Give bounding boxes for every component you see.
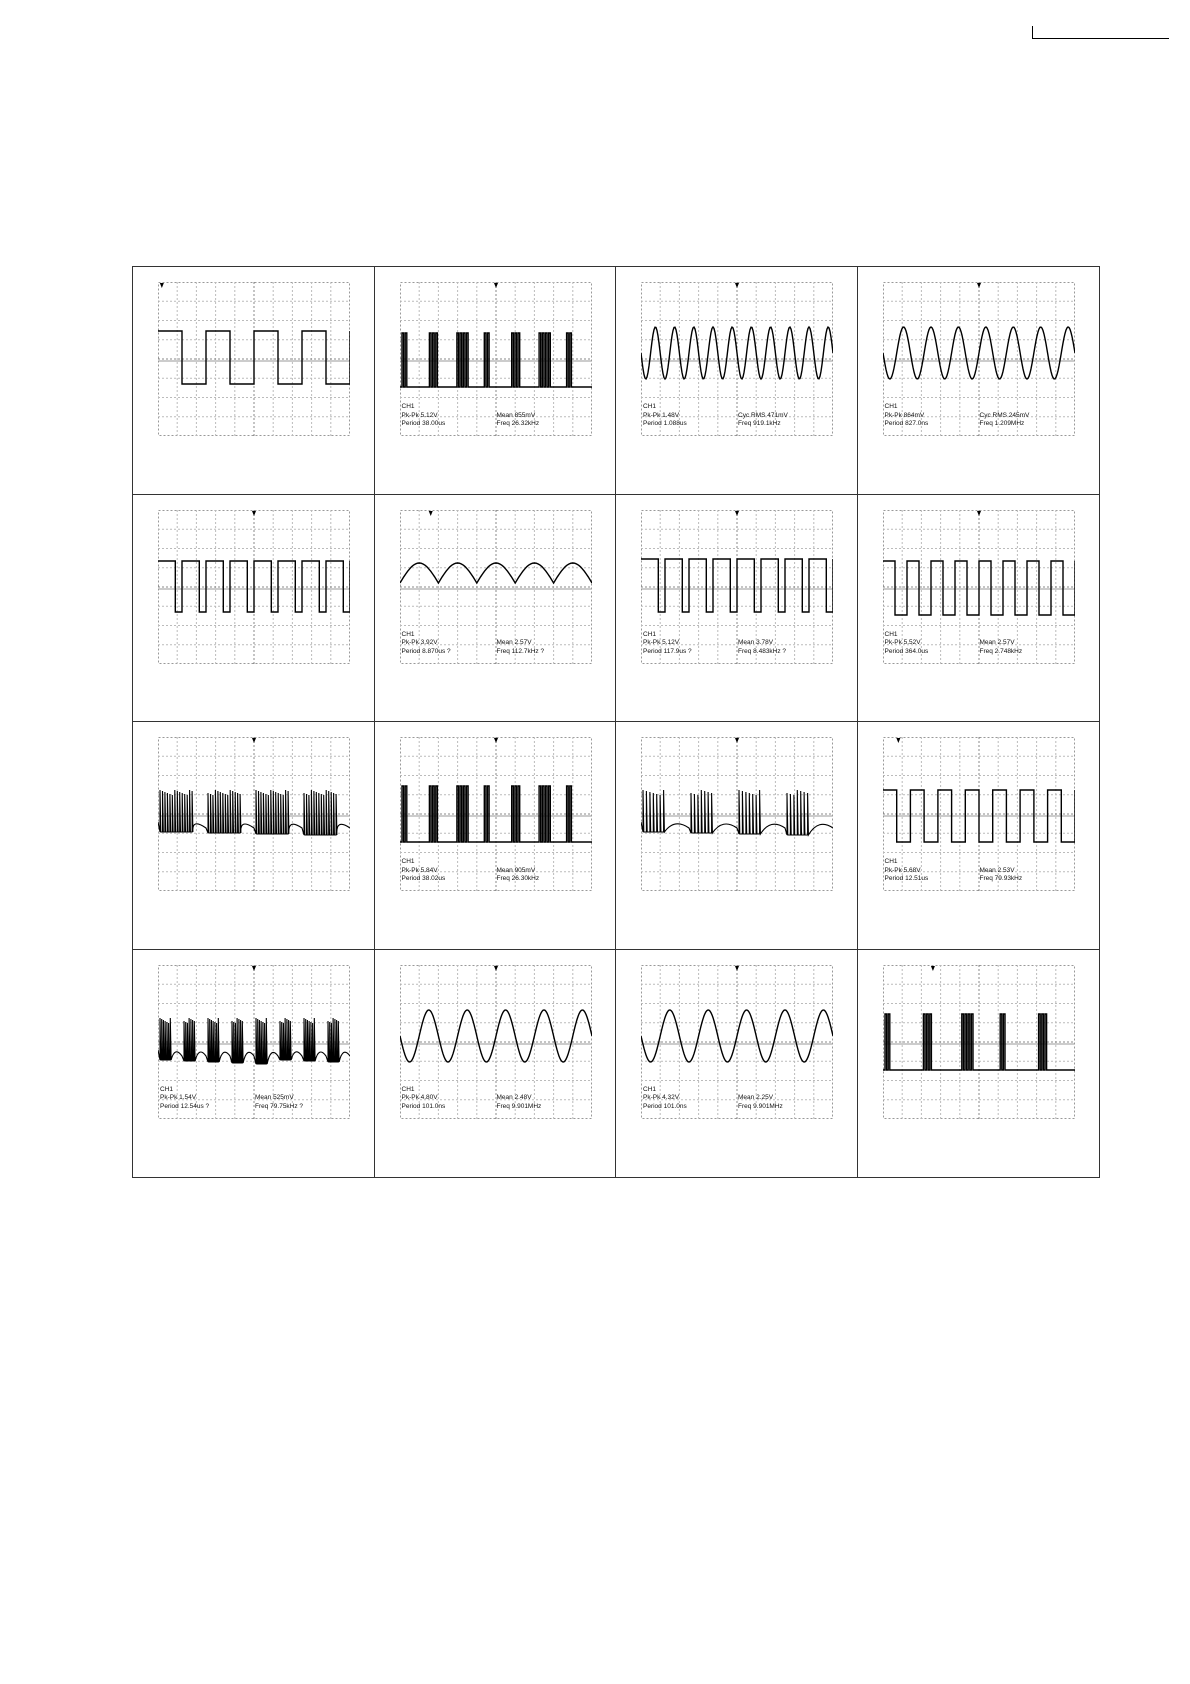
freq-value: Freq 8.483kHz ? — [738, 647, 787, 655]
mean-value: Mean 855mV — [496, 411, 536, 419]
measurement-readout — [643, 1086, 833, 1112]
pk-pk-value: Pk-Pk 1.54V — [160, 1094, 197, 1101]
measurement-readout — [160, 1086, 350, 1112]
scope-screen — [883, 965, 1075, 1119]
trigger-marker — [252, 738, 256, 743]
freq-value: Freq 112.7kHz ? — [496, 647, 545, 655]
channel-label: CH1 — [160, 1085, 174, 1093]
freq-value: Freq 26.30kHz — [496, 875, 540, 882]
mean-value: Mean 2.53V — [979, 866, 1015, 874]
pk-pk-value: Pk-Pk 5.68V — [884, 866, 921, 874]
freq-value: Freq 26.32kHz — [496, 420, 540, 427]
period-value: Period 8.870us ? — [401, 647, 451, 655]
scope-panel — [858, 950, 1100, 1178]
channel-label: CH1 — [643, 1085, 657, 1093]
pk-pk-value: Pk-Pk 5.84V — [401, 866, 438, 874]
period-value: Period 101.0ns — [401, 1102, 446, 1110]
scope-graticule — [158, 282, 350, 436]
measurement-readout — [402, 1086, 592, 1112]
period-value: Period 38.00us — [401, 420, 446, 427]
scope-panel — [375, 495, 617, 723]
pk-pk-value: Pk-Pk 5.12V — [401, 411, 438, 419]
scope-panel — [375, 950, 617, 1178]
waveform-trace — [883, 561, 1075, 615]
pk-pk-value: Pk-Pk 3.92V — [401, 639, 438, 646]
mean-value: Mean 2.57V — [496, 639, 532, 646]
scope-graticule — [883, 965, 1075, 1119]
freq-value: Freq 9.901MHz — [738, 1102, 783, 1110]
period-value: Period 827.0ns — [884, 420, 929, 427]
scope-panel — [133, 495, 375, 723]
trigger-marker — [977, 283, 981, 288]
measurement-readout — [885, 858, 1075, 884]
channel-label: CH1 — [401, 858, 415, 865]
period-value: Period 12.51us — [884, 875, 929, 882]
period-value: Period 1.088us — [643, 420, 687, 427]
trigger-marker — [735, 966, 739, 971]
period-value: Period 117.9us ? — [643, 647, 692, 655]
mean-value: Mean 3.78V — [738, 639, 774, 646]
channel-label: CH1 — [643, 403, 657, 410]
scope-panel — [616, 950, 858, 1178]
channel-label: CH1 — [884, 630, 898, 638]
pk-pk-value: Pk-Pk 1.48V — [643, 411, 680, 419]
mean-value: Mean 2.57V — [979, 639, 1015, 646]
waveform-trace — [158, 790, 350, 835]
scope-graticule — [158, 737, 350, 891]
period-value: Period 38.02us — [401, 875, 446, 882]
freq-value: Freq 9.901MHz — [496, 1102, 542, 1110]
pk-pk-value: Pk-Pk 4.32V — [643, 1094, 680, 1101]
freq-value: Freq 79.93kHz — [979, 875, 1023, 882]
period-value: Period 12.54us ? — [160, 1102, 210, 1110]
trigger-marker — [977, 511, 981, 516]
channel-label: CH1 — [401, 403, 415, 410]
page-corner-mark — [1032, 26, 1169, 39]
trigger-marker — [735, 738, 739, 743]
channel-label: CH1 — [884, 403, 898, 410]
freq-value: Freq 919.1kHz — [738, 420, 781, 427]
scope-panel — [133, 722, 375, 950]
scope-panel — [616, 722, 858, 950]
period-value: Period 364.0us — [884, 647, 929, 655]
waveform-trace — [158, 331, 350, 384]
freq-value: Freq 79.75kHz ? — [255, 1102, 304, 1110]
pk-pk-value: Pk-Pk 864mV — [884, 411, 925, 419]
scope-panel — [375, 267, 617, 495]
pk-pk-value: Pk-Pk 4.80V — [401, 1094, 438, 1101]
mean-value: Cyc RMS 245mV — [979, 411, 1030, 419]
scope-panel — [858, 495, 1100, 723]
mean-value: Mean 2.48V — [496, 1094, 532, 1101]
trigger-marker — [735, 511, 739, 516]
trigger-marker — [494, 738, 498, 743]
trigger-marker — [735, 283, 739, 288]
channel-label: CH1 — [884, 858, 898, 865]
trigger-marker — [494, 966, 498, 971]
trigger-marker — [494, 283, 498, 288]
mean-value: Mean 905mV — [496, 866, 536, 874]
trigger-marker — [896, 738, 900, 743]
measurement-readout — [885, 631, 1075, 657]
scope-graticule — [641, 737, 833, 891]
scope-screen — [158, 510, 350, 664]
trigger-marker — [428, 511, 432, 516]
trigger-marker — [252, 966, 256, 971]
mean-value: Cyc RMS 471mV — [738, 411, 788, 419]
measurement-readout — [643, 403, 833, 429]
scope-panel — [133, 267, 375, 495]
trigger-marker — [160, 283, 164, 288]
trigger-marker — [930, 966, 934, 971]
scope-panel — [616, 267, 858, 495]
measurement-readout — [402, 858, 592, 884]
measurement-readout — [885, 403, 1075, 429]
trigger-marker — [252, 511, 256, 516]
scope-screen — [158, 282, 350, 436]
channel-label: CH1 — [401, 630, 415, 638]
waveform-trace — [641, 559, 833, 612]
period-value: Period 101.0ns — [643, 1102, 687, 1110]
oscilloscope-waveform-table — [132, 266, 1100, 1178]
measurement-readout — [402, 403, 592, 429]
scope-graticule — [158, 510, 350, 664]
mean-value: Mean 2.25V — [738, 1094, 774, 1101]
scope-panel — [616, 495, 858, 723]
waveform-trace — [641, 790, 833, 835]
freq-value: Freq 1.209MHz — [979, 420, 1025, 427]
scope-panel — [133, 950, 375, 1178]
channel-label: CH1 — [401, 1085, 415, 1093]
scope-panel — [858, 267, 1100, 495]
channel-label: CH1 — [643, 630, 657, 638]
scope-panel — [375, 722, 617, 950]
mean-value: Mean 525mV — [255, 1094, 294, 1101]
pk-pk-value: Pk-Pk 5.52V — [884, 639, 921, 646]
measurement-readout — [402, 631, 592, 657]
scope-screen — [158, 737, 350, 891]
freq-value: Freq 2.748kHz — [979, 647, 1023, 655]
scope-panel — [858, 722, 1100, 950]
pk-pk-value: Pk-Pk 5.12V — [643, 639, 680, 646]
scope-screen — [641, 737, 833, 891]
measurement-readout — [643, 631, 833, 657]
